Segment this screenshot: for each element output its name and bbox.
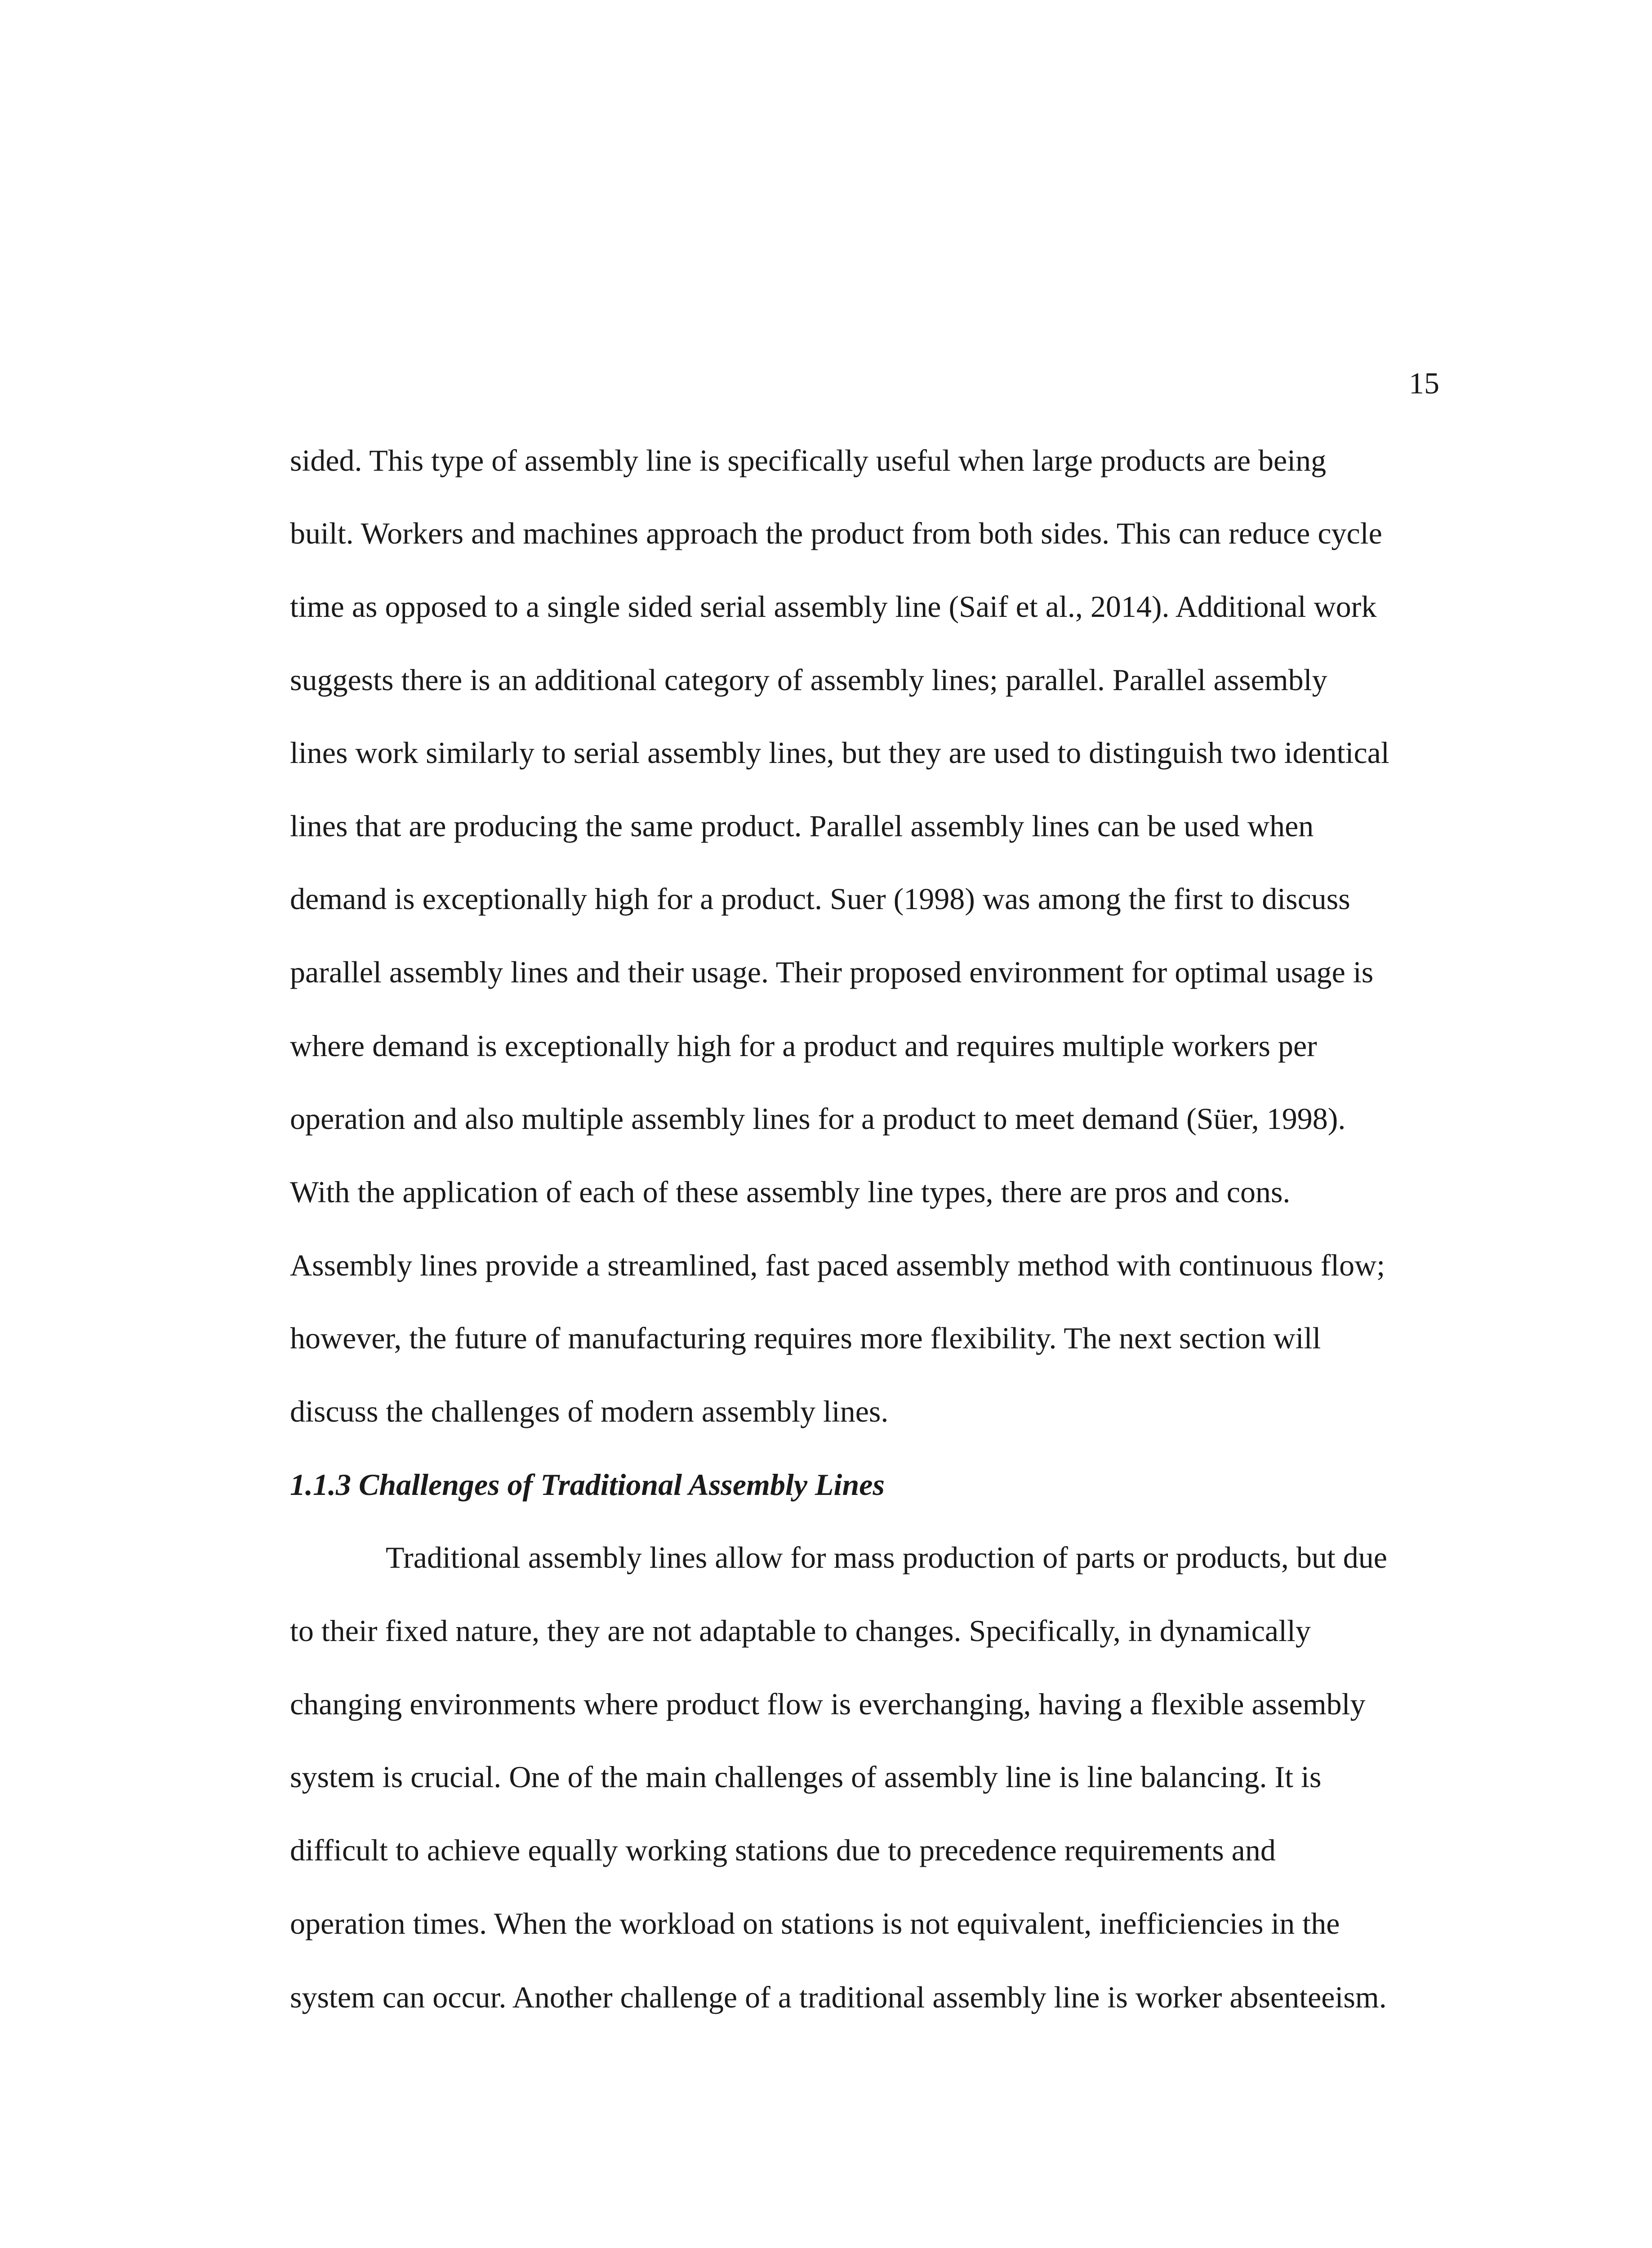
body-text-line: system is crucial. One of the main challenges of assembly line is line balancing. It is	[290, 1760, 1322, 1794]
body-text-line: operation and also multiple assembly lines for a product to meet demand (Süer, 1998).	[290, 1102, 1346, 1136]
section-heading: 1.1.3 Challenges of Traditional Assembly Lines	[290, 1467, 885, 1502]
body-text-line: Assembly lines provide a streamlined, fast paced assembly method with continuous flow;	[290, 1248, 1385, 1282]
body-text-line: With the application of each of these assembly line types, there are pros and cons.	[290, 1175, 1291, 1209]
body-text-line: operation times. When the workload on stations is not equivalent, inefficiencies in the	[290, 1906, 1340, 1940]
body-text-line: sided. This type of assembly line is specifically useful when large products are being	[290, 443, 1327, 477]
body-text-line: time as opposed to a single sided serial assembly line (Saif et al., 2014). Additional work	[290, 589, 1377, 624]
body-text-line: Traditional assembly lines allow for mass production of parts or products, but due	[386, 1540, 1387, 1574]
body-text-line: to their fixed nature, they are not adaptable to changes. Specifically, in dynamically	[290, 1614, 1311, 1648]
body-text-line: where demand is exceptionally high for a product and requires multiple workers per	[290, 1029, 1317, 1063]
body-text-line: difficult to achieve equally working stations due to precedence requirements and	[290, 1833, 1276, 1867]
body-text-line: parallel assembly lines and their usage. Their proposed environment for optimal usage is	[290, 955, 1374, 989]
body-text-line: however, the future of manufacturing requires more flexibility. The next section will	[290, 1321, 1321, 1355]
body-text-line: system can occur. Another challenge of a traditional assembly line is worker absenteeism.	[290, 1980, 1387, 2014]
body-text-line: built. Workers and machines approach the product from both sides. This can reduce cycle	[290, 516, 1382, 550]
body-text-line: lines that are producing the same product. Parallel assembly lines can be used when	[290, 809, 1314, 843]
body-text-line: suggests there is an additional category of assembly lines; parallel. Parallel assembly	[290, 663, 1327, 697]
body-text-line: demand is exceptionally high for a product. Suer (1998) was among the first to discuss	[290, 882, 1350, 916]
page-number: 15	[1409, 366, 1439, 400]
body-text-line: lines work similarly to serial assembly lines, but they are used to distinguish two identical	[290, 736, 1389, 770]
body-text-line: changing environments where product flow is everchanging, having a flexible assembly	[290, 1687, 1366, 1721]
body-text-line: discuss the challenges of modern assembly lines.	[290, 1394, 889, 1428]
